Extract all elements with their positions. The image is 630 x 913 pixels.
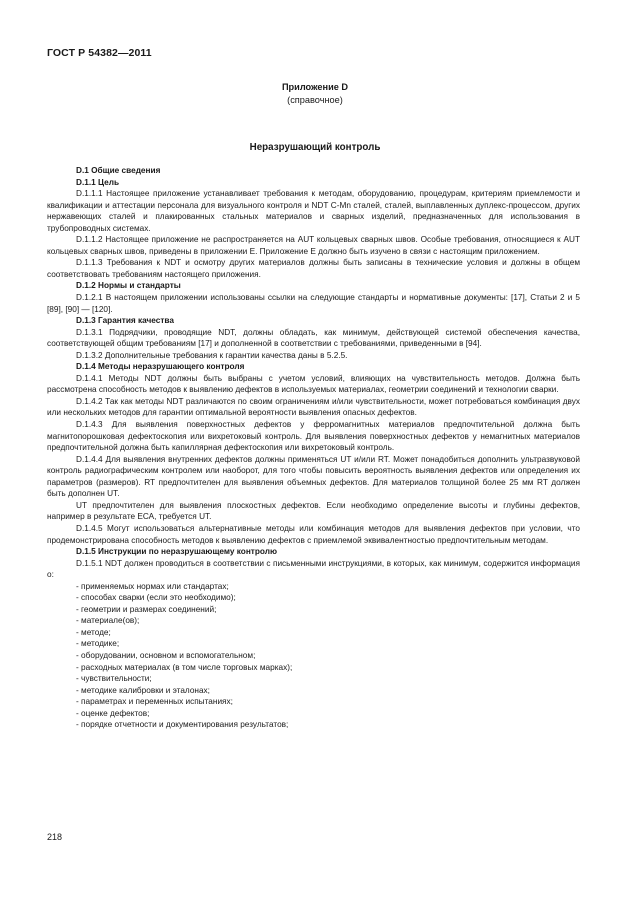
document-body: [47, 165, 580, 731]
document-header: ГОСТ Р 54382—2011: [47, 47, 152, 59]
list-item: - оценке дефектов;: [76, 708, 150, 718]
appendix-title: Приложение D: [281, 82, 349, 92]
paragraph: UT предпочтителен для выявления плоскостных дефектов. Если необходимо определение высоты и глубины дефектов, например в результате ЕСА, требуется UT.: [47, 500, 580, 522]
paragraph: D.1.4.3 Для выявления поверхностных дефектов у ферромагнитных материалов предпочтительной должна быть магнитопорошковая дефектоскопия или вихретоковый контроль. Для выявления поверхностных дефектов у немагнитных материалов предпочтительной должна быть капиллярная дефектоскопия или вихретоковый контроль.: [47, 420, 580, 453]
section-heading: D.1 Общие сведения: [76, 166, 161, 175]
paragraph: D.1.4.5 Могут использоваться альтернативные методы или комбинация методов для выявления дефектов при условии, что продемонстрирована способность методов к выявлению дефектов с приемлемой эквивалентностью предпочтительным методам.: [47, 523, 580, 545]
paragraph: D.1.5.1 NDT должен проводиться в соответствии с письменными инструкциями, в которых, как минимум, содержится информация о:: [47, 558, 580, 580]
list-item: - оборудовании, основном и вспомогательном;: [76, 650, 256, 660]
list-item: - методе;: [76, 627, 111, 637]
list-item: - методике;: [76, 639, 120, 649]
list-item: - материале(ов);: [76, 616, 140, 626]
section-title: Неразрушающий контроль: [249, 142, 381, 153]
page-number: 218: [47, 832, 63, 842]
paragraph: D.1.3.1 Подрядчики, проводящие NDT, должны обладать, как минимум, действующей системой обеспечения качества, соответствующей общим требованиям [17] и дополненной в соответствии с требованиями, приведенными в [94].: [47, 327, 580, 349]
section-heading: D.1.2 Нормы и стандарты: [76, 281, 181, 291]
paragraph: D.1.4.1 Методы NDT должны быть выбраны с учетом условий, влияющих на чувствительность методов. Должна быть рассмотрена способность методов к выявлению дефектов в используемых материалах, геометрии соединений и технологии сварки.: [47, 373, 580, 395]
paragraph: D.1.2.1 В настоящем приложении использованы ссылки на следующие стандарты и нормативные документы: [17], Статьи 2 и 5 [89], [90] — [120].: [47, 293, 580, 314]
paragraph: D.1.4.2 Так как методы NDT различаются по своим ограничениям и/или чувствительности, может потребоваться комбинация двух или нескольких методов для гарантии оптимальной вероятности выявления опасных дефектов.: [47, 396, 580, 418]
list-item: - геометрии и размерах соединений;: [76, 604, 217, 614]
paragraph: D.1.4.4 Для выявления внутренних дефектов должны применяться UT и/или RT. Может понадобиться дополнить ультразвуковой контроль радиографическим контролем или наоборот, для того чтобы повысить вероятность выявления дефектов или определения их параметров (размеров). RT предпочтителен для выявления объемных дефектов. Для материалов толщиной более 25 мм RT должен быть дополнен UT.: [47, 454, 580, 499]
section-heading: D.1.5 Инструкции по неразрушающему контролю: [76, 547, 278, 557]
appendix-subtitle: (справочное): [287, 95, 343, 105]
list-item: - порядке отчетности и документирования результатов;: [76, 720, 289, 730]
section-heading: D.1.4 Методы неразрушающего контроля: [76, 362, 245, 372]
list-item: - методике калибровки и эталонах;: [76, 685, 210, 695]
list-item: - расходных материалах (в том числе торговых марках);: [76, 662, 293, 672]
list-item: - применяемых нормах или стандартах;: [76, 581, 229, 591]
paragraph: D.1.1.3 Требования к NDT и осмотру других материалов должны быть записаны в технические условия и должны в общем соответствовать требованиям настоящего приложения.: [47, 258, 580, 279]
paragraph: D.1.1.2 Настоящее приложение не распространяется на AUT кольцевых сварных швов. Особые требования, относящиеся к AUT кольцевых сварных швов, приведены в приложении Е. Приложение Е должно быть изучено в связи с настоящим приложением.: [47, 235, 580, 256]
section-heading: D.1.1 Цель: [76, 177, 120, 187]
list-item: - чувствительности;: [76, 674, 152, 684]
list-item: - параметрах и переменных испытаниях;: [76, 697, 233, 707]
paragraph: D.1.1.1 Настоящее приложение устанавливает требования к методам, оборудованию, процедурам, критериям приемлемости и квалификации и аттестации персонала для визуального контроля и NDT C-Mn сталей, сталей, выплавленных дуплекс-процессом, других нержавеющих сталей и плакированных стальных материалов и сварных изделий, предназначенных для использования в трубопроводных системах.: [47, 189, 580, 233]
list-item: - способах сварки (если это необходимо);: [76, 593, 236, 603]
section-heading: D.1.3 Гарантия качества: [76, 316, 174, 326]
paragraph: D.1.3.2 Дополнительные требования к гарантии качества даны в 5.2.5.: [76, 350, 348, 360]
